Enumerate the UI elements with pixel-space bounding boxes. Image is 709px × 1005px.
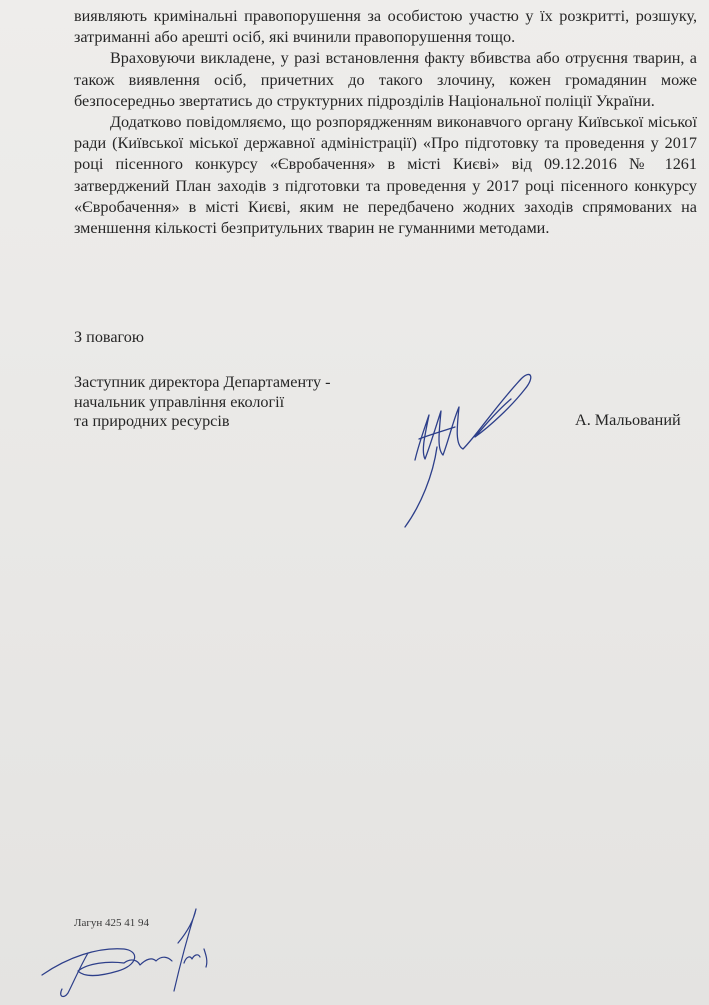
position-line: начальник управління екології [74, 392, 285, 411]
signatory-position [74, 373, 331, 432]
executor-info: Лагун 425 41 94 [74, 917, 149, 929]
closing-phrase: З повагою [74, 328, 144, 346]
letter-body [74, 6, 697, 239]
position-line: та природних ресурсів [74, 412, 230, 430]
executor-signature [28, 905, 218, 1000]
paragraph-eurovision: Додатково повідомляємо, що розпорядженням виконавчого органу Київської міської ради (Київської міської державної адміністрації) «Про підготовку та проведення у 2017 році пісенного конкурсу «Євробачення» в місті Києві» від 09.12.2016 № 1261 затверджений План заходів з підготовки та проведення у 2017 році пісенного конкурсу «Євробачення» в місті Києві, яким не передбачено жодних заходів спрямованих на зменшення кількості безпритульних тварин не гуманними методами. [74, 113, 697, 238]
position-line: Заступник директора Департаменту - [74, 373, 331, 391]
handwritten-signature [385, 355, 565, 535]
paragraph-police: Враховуючи викладене, у разі встановлення факту вбивства або отруєння тварин, а також виявлення осіб, причетних до такого злочину, кожен громадянин може безпосередньо звертатись до структурних підрозділів Національної поліції України. [74, 49, 697, 110]
paragraph-continuation: виявляють кримінальні правопорушення за особистою участю у їх розкритті, розшуку, затриманні або арешті осіб, які вчинили правопорушення тощо. [74, 7, 697, 47]
signatory-name: А. Мальований [575, 411, 681, 429]
